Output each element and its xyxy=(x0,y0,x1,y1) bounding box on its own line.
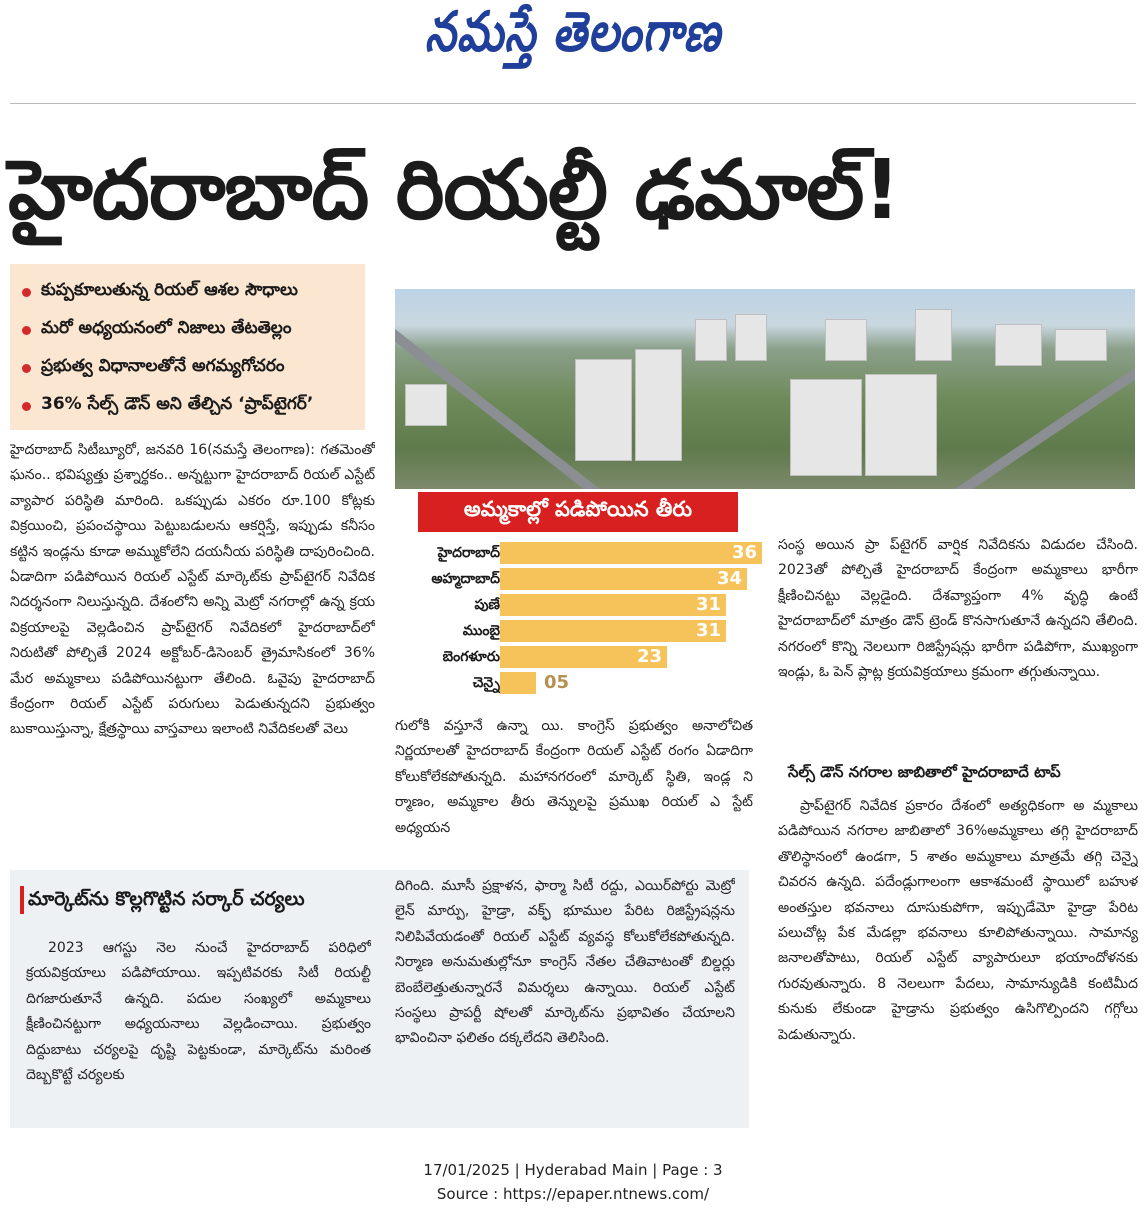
footer-source-link[interactable]: Source : https://epaper.ntnews.com/ xyxy=(436,1185,710,1203)
chart-value-label: 31 xyxy=(696,620,722,641)
masthead-title: నమస్తే తెలంగాణ xyxy=(424,0,722,64)
chart-category-label: బెంగళూరు xyxy=(442,649,500,665)
masthead-divider xyxy=(10,103,1136,104)
chart-category-label: ముంబై xyxy=(462,623,500,639)
chart-category-label: హైదరాబాద్ xyxy=(437,545,500,561)
sidebar-continued-body: దిగింది. మూసీ ప్రక్షాళన, ఫార్మా సిటీ రద్దు, ఎయిర్‌పోర్టు మెట్రో లైన్ మార్పు, హైడ్రా, వక్ఫ్ భూముల పేరిట రిజిస్ట్రేషన్లను నిలిపివేయడంతో రియల్ ఎస్టేట్ వ్యవస్థ కోలుకోలేకపోతున్నది. నిర్మాణ అనుమతుల్లోనూ కాంగ్రెస్ నేతల చేతివాటంతో బిల్డర్లు బెంబేలెత్తుతున్నారనే విమర్శలు ఉన్నాయి. రియల్ ఎస్టేట్ సంస్థలు ప్రాపర్టీ షోలతో మార్కెట్‌ను ప్రభావితం చేయాలని భావించినా ఫలితం దక్కలేదని తెలిసింది. xyxy=(395,878,735,1047)
bullet-icon xyxy=(22,326,31,335)
sidebar-body: 2023 ఆగస్టు నెల నుంచే హైదరాబాద్ పరిధిలో క్రయవిక్రయాలు పడిపోయాయి. ఇప్పటివరకు సిటీ రియల్టీ దిగజారుతూనే ఉన్నది. పదుల సంఖ్యలో అమ్మకాలు క్షీణించినట్టుగా అధ్యయనాలు వెల్లడించాయి. ప్రభుత్వం దిద్దుబాటు చర్యలపై దృష్టి పెట్టకుండా, మార్కెట్‌ను మరింత దెబ్బకొట్టే చర్యలకు xyxy=(26,940,371,1084)
chart-value-label: 05 xyxy=(544,672,570,693)
chart-title: అమ్మకాల్లో పడిపోయిన తీరు xyxy=(418,492,738,532)
chart-bar xyxy=(500,542,762,564)
bullet-icon xyxy=(22,288,31,297)
section-subhead: సేల్స్ డౌన్ నగరాల జాబితాలో హైదరాబాదే టాప్ xyxy=(788,763,1061,781)
chart-value-label: 23 xyxy=(637,646,663,667)
page-footer xyxy=(0,1158,1146,1206)
chart-category-label: చెన్నై xyxy=(472,675,500,691)
sidebar-box-continued xyxy=(383,870,749,1128)
bullet-icon xyxy=(22,364,31,373)
masthead-logo xyxy=(0,0,1146,78)
chart-bar-row xyxy=(404,542,762,564)
chart-bar xyxy=(500,620,726,642)
chart-bar-row xyxy=(404,646,762,668)
sales-decline-chart xyxy=(404,490,762,703)
article-column-3: సంస్థ అయిన ప్రా ప్‌టైగర్ వార్షిక నివేదికను విడుదల చేసింది. 2023తో పోల్చితే హైదరాబాద్ కేంద్రంగా అమ్మకాలు భారీగా క్షీణించినట్టు వెల్లడైంది. దేశవ్యాప్తంగా 4% వృద్ధి ఉంటే హైదరాబాద్‌లో మాత్రం డౌన్ ట్రెండ్ కొనసాగుతూనే ఉన్నదని తేలింది. నగరంలో కొన్ని నెలలుగా రిజిస్ట్రేషన్లు భారీగా పడిపోగా, ముఖ్యంగా ఇండ్లు, ఓ పెన్ ప్లాట్ల క్రయవిక్రయాలు క్రమంగా తగ్గుతున్నాయి. xyxy=(778,537,1138,681)
chart-category-label: పుణే xyxy=(474,597,500,613)
article-column-2: గులోకి వస్తూనే ఉన్నా యి. కాంగ్రెస్ ప్రభుత్వం అనాలోచిత నిర్ణయాలతో హైదరాబాద్ కేంద్రంగా రియల్ ఎస్టేట్ రంగం ఏడాదిగా కోలుకోలేకపోతున్నది. మహానగరంలో మార్కెట్ స్థితి, ఇండ్ల ని ర్మాణం, అమ్మకాల తీరు తెన్నులపై ప్రముఖ రియల్ ఎ స్టేట్ అధ్యయన xyxy=(395,718,753,836)
city-skyline-photo xyxy=(395,289,1135,489)
highlights-box xyxy=(10,264,365,430)
chart-bar xyxy=(500,672,536,694)
chart-bar-row xyxy=(404,568,762,590)
headline: హైదరాబాద్ రియల్టీ ఢమాల్! xyxy=(8,143,900,238)
sidebar-title: మార్కెట్‌ను కొల్లగొట్టిన సర్కార్ చర్యలు xyxy=(28,888,305,915)
chart-value-label: 34 xyxy=(717,568,743,589)
footer-edition-info: 17/01/2025 | Hyderabad Main | Page : 3 xyxy=(423,1161,723,1179)
chart-value-label: 31 xyxy=(696,594,722,615)
chart-category-label: అహ్మదాబాద్ xyxy=(431,571,500,587)
chart-bar-row xyxy=(404,672,762,694)
chart-bar-row xyxy=(404,620,762,642)
highlight-item: మరో అధ్యయనంలో నిజాలు తేటతెల్లం xyxy=(22,315,291,345)
highlight-item: కుప్పకూలుతున్న రియల్ ఆశల సౌధాలు xyxy=(22,277,298,307)
chart-bar-row xyxy=(404,594,762,616)
sidebar-box xyxy=(10,870,383,1128)
chart-bar xyxy=(500,594,726,616)
highlight-item: 36% సేల్స్ డౌన్ అని తేల్చిన ‘ప్రాప్‌టైగర్’ xyxy=(22,391,313,421)
highlight-item: ప్రభుత్వ విధానాలతోనే అగమ్యగోచరం xyxy=(22,353,285,383)
article-column-1: హైదరాబాద్ సిటీబ్యూరో, జనవరి 16(నమస్తే తెలంగాణ): గతమెంతో ఘనం.. భవిష్యత్తు ప్రశ్నార్థకం.. అన్నట్టుగా హైదరాబాద్ రియల్ ఎస్టేట్ వ్యాపార పరిస్థితి మారింది. ఒకప్పుడు ఎకరం రూ.100 కోట్లకు విక్రయించి, ప్రపంచస్థాయి పెట్టుబడులను ఆకర్షిస్తే, ఇప్పుడు కనీసం కట్టిన ఇండ్లను కూడా అమ్ముకోలేని దయనీయ పరిస్థితి దాపురించింది. ఏడాదిగా పడిపోయిన రియల్ ఎస్టేట్ మార్కెట్‌కు ప్రాప్‌టైగర్ నివేదిక నిదర్శనంగా నిలుస్తున్నది. దేశంలోని అన్ని మెట్రో నగరాల్లో ఉన్న క్రయ విక్రయాలపై వెల్లడించిన ప్రాప్‌టైగర్ నివేదికలో హైదరాబాద్‌లో నిరుటితో పోల్చితే 2024 అక్టోబర్-డిసెంబర్ త్రైమాసికంలో 36% మేర అమ్మకాలు పడిపోయినట్టుగా తేలింది. ఓవైపు హైదరాబాద్ కేంద్రంగా రియల్ ఎస్టేట్ పరుగులు పెడుతున్నదని ప్రభుత్వం బుకాయిస్తున్నా, క్షేత్రస్థాయి వాస్తవాలు ఇలాంటి నివేదికలతో వెలు xyxy=(10,442,375,738)
chart-bar xyxy=(500,568,747,590)
bullet-icon xyxy=(22,402,31,411)
chart-value-label: 36 xyxy=(732,542,758,563)
article-column-3b: ప్రాప్‌టైగర్ నివేదిక ప్రకారం దేశంలో అత్యధికంగా అ మ్మకాలు పడిపోయిన నగరాల జాబితాలో 36%అమ్మకాలు తగ్గి హైదరాబాద్ తొలిస్థానంలో ఉండగా, 5 శాతం అమ్మకాలు మాత్రమే తగ్గి చెన్నై చివరన ఉన్నది. పదేండ్లుగాలంగా ఆకాశమంటే స్థాయిలో బహుళ అంతస్తుల భవనాలు దూసుకుపోగా, ఇప్పుడేమో హైడ్రా పేరిట పలుచోట్ల పేక మేడల్లా భవనాలు కూలిపోతున్నాయి. సామాన్య జనాలతోపాటు, రియల్ ఎస్టేట్ వ్యాపారులూ భయాందోళనకు గురవుతున్నారు. 8 నెలలుగా పేదలు, సామాన్యుడికి కంటిమీద కునుకు లేకుండా హైడ్రాను ప్రభుత్వం ఉసిగొల్పిందని గగ్గోలు పెడుతున్నారు. xyxy=(778,798,1138,1043)
